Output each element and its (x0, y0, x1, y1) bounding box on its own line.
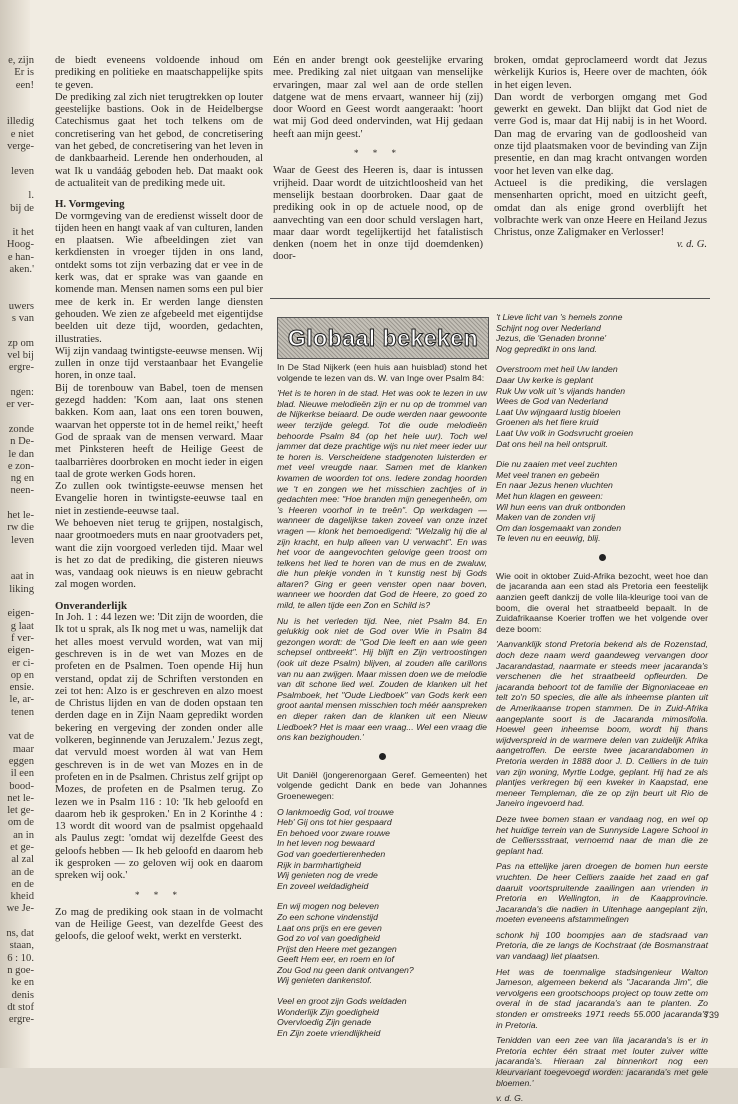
poem-line: Wij genieten dankenstof. (277, 975, 373, 986)
column-3 (494, 55, 707, 295)
poem-line: Groenen als het fiere kruid (496, 417, 599, 428)
quote-paragraph: 'Het is te horen in de stad. Het was ook te lezen in uw blad. Nieuwe melodieën zijn er nu op de trommel van de Nijkerkse beiaard. De oude werden naar gewoonte weer terzijde gelegd. Tot die oude melodieën behoorde Psalm 84 (op het hele uur). Toch wel jammer dat deze prachtige wijs nu niet meer ieder uur te horen is. Verscheidene stadgenoten luisterden er met veel vreugde naar. Samen met de klanken kwamen de woorden tot ons. Iedere zondag hoorden we 't en zongen we het misschien zachtjes of in gedachten mee: "Hoe branden mijn genegenheên, om 's Heeren voorhof in te treên". Op werkdagen — wanneer de dagelijkse taken zoveel van onze inzet vragen — klonk het bemoedigend: "Welzalig hij die al zijn kracht, en hulp alleen van U verwacht". En was het voor de aangevochten gelovige geen troost om telkens het lied te horen van de mus en de zwaluw, die hun plekje vonden in 't kunstig nest bij Gods altaren? Ging er geen venster open naar boven, wanneer we hoorden dat God de Heere, zo goed zo mild, te allen tijde een Zon en Schild is? (277, 388, 487, 611)
edge-fragment (0, 916, 34, 928)
edge-fragment (0, 289, 34, 301)
poem-line: Rijk in barmhartigheid (277, 859, 362, 870)
edge-fragment: e niet (10, 128, 34, 140)
edge-fragment (0, 215, 34, 227)
poem-line: Laat Uw volk in Godsvrucht groeien (496, 427, 634, 438)
poem-line: En zoveel weldadigheid (277, 880, 369, 891)
edge-fragment: kheid (10, 891, 34, 903)
poem-line: Wees de God van Nederland (496, 396, 608, 407)
poem-line: Om dan losgemaakt van zonden (496, 522, 622, 533)
paragraph: Eén en ander brengt ook geestelijke ervaring mee. Prediking zal niet uitgaan van menselijke ervaringen, maar zal wel aan de orde stellen datgene wat de mens ervaart, wanneer hij (zij) door Woord en Geest wordt aangeraakt: 'hoort wat mij God deed ondervinden, wat Hij gedaan heeft aan mijn geest.' (273, 55, 483, 140)
poem-line: Laat ons prijs en ere geven (277, 922, 382, 933)
quote-paragraph: Het was de toenmalige stadsingenieur Walton Jameson, algemeen bekend als "Jacaranda Jim", die vervolgens een grootschoops project op touw zette om overal in de stad jacaranda's aan te planten. Zo stonden er omstreeks 1971 reeds 55.000 jacaranda's in Pretoria. (496, 966, 708, 1030)
section-divider (270, 298, 710, 299)
poem-line: En wij mogen nog beleven (277, 901, 379, 912)
edge-fragment: en de (11, 878, 34, 890)
edge-fragment (0, 547, 34, 559)
edge-fragment: e han- (7, 251, 34, 263)
edge-fragment: vel bij (7, 350, 34, 362)
poem-line: Zou God nu geen dank ontvangen? (277, 964, 414, 975)
section-separator: * * * (354, 148, 402, 159)
edge-fragment: maar (12, 743, 34, 755)
edge-fragment: ergre- (8, 1014, 34, 1026)
section-heading-vormgeving: H. Vormgeving (55, 198, 125, 211)
poem-line: Zo een schone vindenstijd (277, 911, 378, 922)
edge-fragment: e zon- (7, 460, 34, 472)
stanza-break (277, 986, 487, 996)
edge-fragment: il een (10, 768, 34, 780)
edge-fragment: bij de (10, 202, 34, 214)
paragraph: Wij zijn vandaag twintigste-eeuwse mensen. Wij zullen in onze tijd verstaanbaar het Evangelie horen, in onze taal. (55, 345, 263, 382)
edge-fragment: verge- (7, 141, 34, 153)
previous-page-edge (0, 55, 34, 1026)
page-number: 739 (704, 1010, 720, 1020)
edge-fragment: zonde (8, 423, 34, 435)
edge-fragment: net le- (7, 792, 34, 804)
poem-line: God van goedertierenheden (277, 848, 386, 859)
edge-fragment: neen- (10, 485, 34, 497)
banner-title: Globaal bekeken (287, 324, 479, 351)
edge-fragment (0, 498, 34, 510)
poem-line: God zo vol van goedigheid (277, 933, 380, 944)
poem-line: Laat Uw wijngaard lustig bloeien (496, 406, 621, 417)
edge-fragment: ngen: (10, 387, 34, 399)
paragraph: Dan wordt de verborgen omgang met God gewerkt en gewekt. Dan blijkt dat God niet de verre God is, maar dat Hij nabij is in het Woord. Dan mag de ervaring van de godloosheid van onze tijd plaatsmaken voor de bevinding van Zijn presentie, en dan mag kracht ontvangen worden voor het leven van elke dag. (494, 91, 707, 177)
edge-fragment: aat in (10, 571, 34, 583)
edge-fragment: leven (11, 534, 34, 546)
paragraph: In Joh. 1 : 44 lezen we: 'Dit zijn de woorden, die Ik tot u sprak, als Ik nog met u was, namelijk dat het alles moest vervuld worden, wat van mij geschreven is in de wet van Mozes en de profeten en de Psalmen. Toen opende Hij hun verstand, opdat zij de Schriften verstonden en zei tot hen: Alzo is er geschreven en alzo moest de Christus lijden en van de doden opstaan ten derden dage en in Zijn Naam gepredikt worden bekering en vergeving der zonden onder alle volkeren, beginnende van Jeruzalem.' Jezus zegt, dat vervuld moest worden àl wat van Hem geschreven is in de wet van Mozes en in de profeten en in de Psalmen. Christus zelf grijpt op Mozes, de profeten en de Psalmen terug. Zo lezen we in Psalm 116 : 10: 'Ik heb geloofd en daarom heb ik gesproken.' En in 2 Korinthe 4 : 13 wordt dit woord van de psalmist opgehaald als Paulus zegt: 'omdat wij dezelfde Geest des geloofs hebben — Ik heb geloofd en daarom heb ik gesproken — zo geloven wij ook en daarom spreken wij ook.' (55, 612, 264, 882)
quote-paragraph: Pas na ettelijke jaren droegen de bomen hun eerste vruchten. De heer Celliers zaaide het zaad en gaf daaruit voortspruitende zaailingen aan vrienden in Pretoria en Wellington, in de Kaapprovincie. Jacaranda's die nadien in Uitenhage aangeplant zijn, moeten eveneens afstammelingen (496, 861, 708, 925)
poem-line: Jezus, die 'Genaden bronne' (496, 333, 607, 344)
stanza-break (496, 354, 708, 364)
edge-fragment: et ge- (10, 842, 34, 853)
paragraph: Zo mag de prediking ook staan in de volmacht van de Heilige Geest, van dezelfde Geest des geloofs, die geloof wekt, werkt en versterkt. (55, 906, 263, 943)
poem-line: Wil hun eens van druk ontbonden (496, 501, 626, 512)
poem-line: Maken van de zonden vrij (496, 512, 595, 523)
edge-fragment: n De- (10, 436, 34, 448)
edge-fragment: denis (11, 989, 34, 1001)
poem-line: En naar Jezus henen vluchten (496, 480, 613, 491)
stanza-break (496, 449, 708, 459)
globaal-bekeken-banner (277, 317, 489, 359)
edge-fragment (0, 412, 34, 424)
poem-line: Veel en groot zijn Gods weldaden (277, 996, 407, 1007)
edge-fragment (0, 178, 34, 190)
poem-line: Met veel tranen en gebeën (496, 469, 600, 480)
edge-fragment: ensie. (9, 682, 34, 694)
edge-fragment: an in (13, 829, 34, 841)
edge-fragment (0, 153, 34, 165)
edge-fragment: ke en (11, 977, 34, 989)
edge-fragment: let ge- (7, 805, 34, 817)
edge-fragment: ergre- (8, 362, 34, 374)
edge-fragment: leven (11, 165, 34, 177)
edge-fragment (0, 375, 34, 387)
poem-line: In het leven nog bewaard (277, 838, 375, 849)
poem-line: Ruk Uw volk uit 's vijands handen (496, 385, 626, 396)
intro-paragraph: In De Stad Nijkerk (een huis aan huisblad) stond het volgende te lezen van ds. W. van Inge over Psalm 84: (277, 362, 487, 383)
edge-fragment: eggen (8, 755, 34, 767)
edge-fragment (0, 719, 34, 731)
edge-fragment: vat de (8, 731, 34, 743)
edge-fragment: bood- (9, 780, 34, 792)
column-1 (55, 55, 263, 1000)
paragraph: De vormgeving van de eredienst wisselt door de tijden heen en hangt vaak af van culturen, landen en plaatsen. Wie afbeeldingen ziet van kerkdiensten in vroeger tijden in ons land, ontdekt soms tot zijn verbazing dat er vee in de kerk was, dat er sprake was van gaande en komende man. Mensen namen soms een pul bier mee de kerk in. Er werden lange diensten gehouden. We zien ze afgebeeld met eigentijdse beelden uit deze tijd, woorden, gedachten, illustraties. (55, 210, 263, 345)
edge-fragment: uwers (8, 300, 34, 312)
quote-paragraph: Nu is het verleden tijd. Nee, niet Psalm 84. En gelukkig ook niet de God over Wie in Psalm 84 gezongen wordt: de "God Die leeft en aan wie geen schepsel ontbreekt". Hij blijft en Zijn vertroostingen (ook uit deze Psalm) blijven, al zouden alle carillons van nu aan zwijgen. Maar missen doen we de melodie van dit schone lied wel. Zouden de klanken uit het Psalmboek, het "Oude Liedboek" van Gods kerk een groot aantal mensen misschien toch méér aanspreken en dieper raken dan de klanken uit een Nieuw Liedboek? Het is maar een vraag... Wel een vraag die ons kan bezighouden.' (277, 615, 487, 743)
edge-fragment (0, 596, 34, 608)
edge-fragment: illedig (6, 116, 34, 128)
quote-paragraph: Tenidden van een zee van lila jacaranda's is er in Pretoria echter één straat met louter zuiver witte jacaranda's. Hieraan zal binnenkort nog een kleurvariant toegevoegd worden: jacaranda's met gele bloemen.' (496, 1035, 708, 1088)
poem-line: Overvloedig Zijn genade (277, 1017, 372, 1028)
edge-fragment: eigen- (7, 645, 34, 657)
edge-fragment: le, ar- (9, 694, 34, 706)
edge-fragment: op en (10, 669, 34, 681)
poem-line: Geeft Hem eer, en roem en lof (277, 954, 394, 965)
edge-fragment: an de (11, 866, 34, 878)
intro-paragraph: Uit Daniël (jongerenorgaan Geref. Gemeenten) het volgende gedicht Dank en bede van Johannes Groenewegen: (277, 769, 487, 801)
poem-line: Met hun klagen en geween: (496, 490, 603, 501)
edge-fragment: eigen- (7, 608, 34, 620)
edge-fragment (0, 559, 34, 571)
edge-fragment: we Je- (6, 903, 34, 915)
edge-fragment: een! (15, 79, 34, 91)
edge-fragment: f ver- (10, 632, 34, 644)
poem-continued (496, 312, 708, 544)
edge-fragment: le dan (8, 448, 34, 460)
edge-fragment: tenen (11, 706, 34, 718)
edge-fragment: s van (11, 313, 34, 325)
edge-fragment: Hoog- (6, 239, 34, 251)
paragraph: Actueel is die prediking, die verslagen mensenharten opricht, moed en uitzicht geeft, omdat dan als enige grond overblijft het volbrachte werk van onze Heere en Heiland Jezus Christus, onze Zaligmaker en Verlosser! (494, 177, 707, 239)
section-separator: * * * (135, 889, 183, 900)
poem-line: Overstroom met heil Uw landen (496, 364, 618, 375)
edge-fragment: staan, (9, 940, 34, 952)
edge-fragment: het le- (7, 509, 34, 521)
poem-line: Dat ons heil na heil ontspruit. (496, 438, 609, 449)
poem-line: Schijnt nog over Nederland (496, 322, 601, 333)
edge-fragment: l. (28, 190, 34, 202)
column-4 (277, 362, 487, 1038)
edge-fragment: e, zijn (8, 55, 34, 66)
paragraph: Waar de Geest des Heeren is, daar is intussen vrijheid. Daar wordt de uitzichtloosheid van het menselijk bestaan doorbroken. Daar gaat de prediking ook in op de actuele nood, op de aanvechting van een door schuld verslagen hart, maar daar wordt tegelijkertijd het fatalistisch denken (noem het in onze tijd doemdenken) door- (273, 165, 483, 263)
edge-fragment: Er is (14, 67, 34, 79)
edge-fragment: 6 : 10. (7, 952, 34, 964)
edge-fragment: aken.' (9, 264, 34, 276)
edge-fragment: al zal (11, 854, 34, 866)
paragraph: Bij de torenbouw van Babel, toen de mensen gezegd hadden: 'Kom aan, laat ons stenen bakken. Kom aan, laat ons een toren bouwen, waarvan het opperste tot in de hemel reikt,' heeft God de spraak van de mensen verward. Maar met Pinksteren heeft de Heilige Geest de taalbarrières doorbroken en mocht ieder in eigen taal de grote werken Gods horen. (55, 382, 263, 480)
edge-fragment (0, 92, 34, 104)
poem-line: Heb' Gij ons tot hier gespaard (277, 817, 392, 828)
edge-fragment: it het (12, 227, 34, 239)
quote-paragraph: Deze twee bomen staan er vandaag nog, en wel op het huidige terrein van de Sunnyside Lagere School in de Cellierssstraat, vernoemd naar de man die ze geplant had. (496, 813, 708, 856)
edge-fragment: ng en (10, 473, 34, 485)
edge-fragment: er ver- (6, 399, 34, 411)
quote-paragraph: schonk hij 100 boompjes aan de stadsraad van Pretoria, die ze langs de Kochstraat (de Bosmanstraat van vandaag) liet plaatsen. (496, 929, 708, 962)
poem-line: Wij genieten nog de vrede (277, 870, 378, 881)
edge-fragment: er ci- (11, 657, 34, 669)
bullet-separator (599, 554, 606, 561)
stanza-break (277, 891, 487, 901)
edge-fragment: g laat (10, 620, 34, 632)
poem-line: Nog gepredikt in ons land. (496, 343, 597, 354)
edge-fragment (0, 104, 34, 116)
edge-fragment: om de (7, 817, 34, 829)
poem-line: O lankmoedig God, vol trouwe (277, 806, 394, 817)
paragraph: Zo zullen ook twintigste-eeuwse mensen het Evangelie horen in twintigste-eeuwse taal en niet in zestiende-eeuwse taal. (55, 481, 263, 517)
column-5 (496, 312, 708, 1104)
edge-fragment: liking (9, 583, 34, 595)
poem-line: Prijst den Heere met gezangen (277, 943, 397, 954)
poem-line: Daar Uw kerke is geplant (496, 374, 594, 385)
paragraph: Wie ooit in oktober Zuid-Afrika bezocht, weet hoe dan de jacaranda aan een stad als Pretoria een feestelijk aanzien geeft dankzij de volle lila-kleurige tooi van de boom, die overal het straatbeeld bepaalt. In de Zuidafrikaanse Koerier troffen we het volgende over deze boom: (496, 570, 708, 634)
edge-fragment: ns, dat (6, 928, 34, 940)
edge-fragment: n goe- (7, 964, 34, 976)
edge-fragment: rw die (7, 522, 34, 534)
poem-line: Te leven nu en eeuwig, blij. (496, 533, 601, 544)
quote-paragraph: 'Aanvanklijk stond Pretoria bekend als de Rozenstad, doch deze naam werd gaandeweg vervangen door Jacarandastad, naarmate er steeds meer jacaranda's verschenen die het straatbeeld opfleurden. De jacaranda behoort tot de familie der Bignoniaceae en telt zo'n 50 species, die alle als inheemse planten uit de Amerikaanse tropen stammen. De in Zuid-Afrika aangeplante soort is de Jacaranda mimosifolia. Hoewel geen inheemse boom, wordt hij thans wijdverspreid in de warmere delen van zuidelijk Afrika aangetroffen. De eerste twee jacarandabomen in Pretoria werden in 1888 door J. D. Celliers in de tuin van zijn woning, Myrtle Lodge, geplant. Hij had ze als plantjes verkregen bij een kweker in Kaapstad, ene meneer Templeman, die ze op zijn beurt uit Rio de Janeiro ingevoerd had. (496, 639, 708, 809)
paragraph: broken, omdat geproclameerd wordt dat Jezus wèrkelijk Kurios is, Heere over de machten, óók in het eigen leven. (494, 55, 707, 91)
poem-line: En Zijn zoete vriendlijkheid (277, 1027, 381, 1038)
poem-line: En behoed voor zware rouwe (277, 827, 391, 838)
author-signature: v. d. G. (676, 239, 707, 251)
section-heading-onveranderlijk: Onveranderlijk (55, 599, 127, 612)
edge-fragment: zp om (7, 337, 34, 349)
column-2 (273, 55, 483, 295)
paragraph: We behoeven niet terug te grijpen, nostalgisch, naar grootmoeders muts en naar grootvaders pet, want die zijn voorgoed verleden tijd. Maar wel is het zo dat de prediking, die gisteren nieuws was, vandaag ook nieuws is en nieuw gebracht zal mogen worden. (55, 517, 263, 591)
paragraph: de biedt eveneens voldoende inhoud om prediking en politieke en maatschappelijke spits te geven. (55, 55, 263, 91)
poem-dank-en-bede (277, 807, 487, 1039)
bullet-separator (379, 753, 386, 760)
poem-line: Wonderlijk Zijn goedigheid (277, 1006, 379, 1017)
paragraph: De prediking zal zich niet terugtrekken op louter geestelijke bastions. Ook in de Heidelbergse Catechismus gaat het toch telkens om de concretisering van het gebod, de concretisering van het gebed, de concretisering van het leven in de dankbaarheid. Lerende hen onderhouden, al wat Ik u vandáág geboden heb. Dat maakt ook de actualiteit van de prediking mede uit. (55, 91, 263, 189)
poem-line: 't Lieve licht van 's hemels zonne (496, 312, 623, 322)
author-signature: v. d. G. (496, 1093, 524, 1104)
poem-line: Die nu zaaien met veel zuchten (496, 459, 618, 470)
edge-fragment (0, 276, 34, 288)
edge-fragment (0, 326, 34, 338)
edge-fragment: dt stof (7, 1001, 34, 1013)
